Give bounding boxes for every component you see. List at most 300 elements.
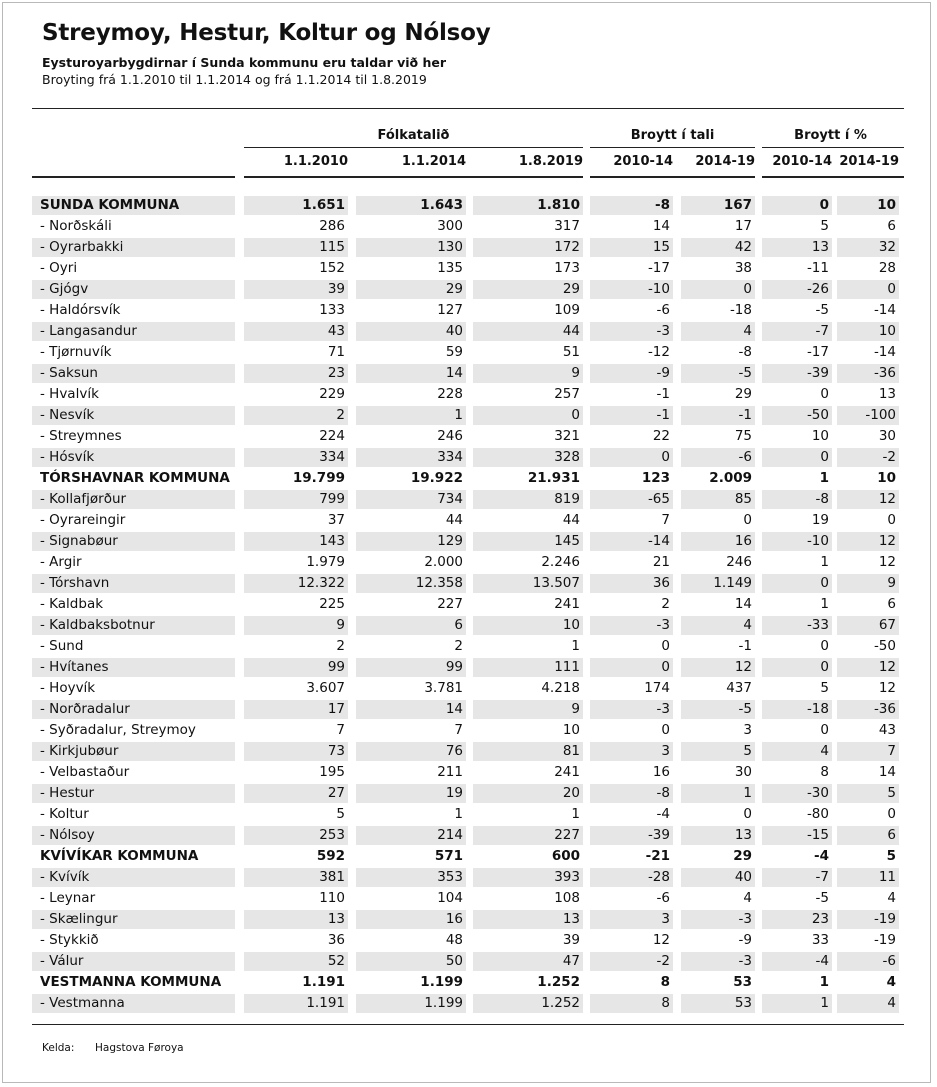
value-cell: 21 <box>652 554 670 570</box>
value-cell: -3 <box>590 322 673 341</box>
value-cell: 799 <box>244 490 348 509</box>
value-cell: -50 <box>873 638 896 654</box>
value-cell: 2 <box>244 406 348 425</box>
value-cell: 36 <box>327 932 345 948</box>
value-cell: 12.322 <box>244 574 348 593</box>
value-cell: 571 <box>434 848 463 864</box>
value-cell: 1.643 <box>356 196 466 215</box>
value-cell: 11 <box>837 868 899 887</box>
value-cell: -8 <box>590 784 673 803</box>
value-cell: 29 <box>473 280 583 299</box>
value-cell: 437 <box>726 680 752 696</box>
row-name-cell: - Nólsoy <box>32 826 235 845</box>
value-cell: -39 <box>762 364 832 383</box>
value-cell: 7 <box>661 512 670 528</box>
row-name-cell: SUNDA KOMMUNA <box>32 196 235 215</box>
value-cell: 0 <box>743 512 752 528</box>
value-cell: 321 <box>554 428 580 444</box>
value-cell: 152 <box>319 260 345 276</box>
table-row <box>0 720 937 741</box>
value-cell: -2 <box>837 448 899 467</box>
value-cell: 5 <box>336 806 345 822</box>
row-name-cell: - Norðradalur <box>32 700 235 719</box>
source-label: Kelda: <box>42 1042 75 1054</box>
value-cell: 8 <box>590 994 673 1013</box>
value-cell: -100 <box>837 406 899 425</box>
value-cell: 0 <box>762 196 832 215</box>
value-cell: 734 <box>356 490 466 509</box>
value-cell: 1.191 <box>302 974 345 990</box>
value-cell: 3.607 <box>306 680 345 696</box>
row-name-cell: KVÍVÍKAR KOMMUNA <box>40 848 199 864</box>
source-value: Hagstova Føroya <box>95 1042 184 1054</box>
value-cell: -8 <box>738 344 752 360</box>
value-cell: 53 <box>733 974 752 990</box>
value-cell: 1.252 <box>537 974 580 990</box>
value-cell: 19 <box>356 784 466 803</box>
value-cell: -3 <box>681 910 755 929</box>
row-name-cell: - Hoyvík <box>40 680 96 696</box>
value-cell: 4 <box>681 616 755 635</box>
value-cell: 48 <box>445 932 463 948</box>
value-cell: 1.149 <box>681 574 755 593</box>
row-name-cell: - Oyri <box>40 260 78 276</box>
value-cell: 5 <box>886 848 896 864</box>
table-row-municipality <box>0 468 937 489</box>
value-cell: -33 <box>762 616 832 635</box>
value-cell: -10 <box>590 280 673 299</box>
value-cell: -6 <box>681 448 755 467</box>
value-cell: 246 <box>437 428 463 444</box>
value-cell: 246 <box>726 554 752 570</box>
value-cell: 52 <box>244 952 348 971</box>
row-name-cell: - Válur <box>32 952 235 971</box>
value-cell: 47 <box>473 952 583 971</box>
row-name-cell: - Stykkið <box>40 932 99 948</box>
value-cell: -5 <box>681 364 755 383</box>
value-cell: -30 <box>762 784 832 803</box>
value-cell: 8 <box>660 974 670 990</box>
value-cell: -18 <box>729 302 752 318</box>
value-cell: -14 <box>873 302 896 318</box>
value-cell: -11 <box>806 260 829 276</box>
value-cell: 36 <box>590 574 673 593</box>
value-cell: 0 <box>762 448 832 467</box>
table-row <box>0 951 937 972</box>
table-row <box>0 867 937 888</box>
value-cell: -5 <box>815 302 829 318</box>
value-cell: 81 <box>473 742 583 761</box>
value-cell: -7 <box>762 322 832 341</box>
value-cell: 334 <box>356 448 466 467</box>
value-cell: 300 <box>437 218 463 234</box>
value-cell: 0 <box>762 658 832 677</box>
value-cell: 6 <box>837 826 899 845</box>
value-cell: 23 <box>244 364 348 383</box>
column-header-2014: 1.1.2014 <box>401 154 466 169</box>
column-header-change-2010-14: 2010-14 <box>613 154 673 169</box>
row-name-cell: - Sund <box>40 638 84 654</box>
value-cell: -26 <box>762 280 832 299</box>
value-cell: 13 <box>473 910 583 929</box>
value-cell: 4 <box>743 890 752 906</box>
value-cell: -5 <box>815 890 829 906</box>
value-cell: 167 <box>681 196 755 215</box>
value-cell: 4 <box>837 994 899 1013</box>
value-cell: 43 <box>878 722 896 738</box>
value-cell: -7 <box>762 868 832 887</box>
row-name-cell: - Streymnes <box>40 428 122 444</box>
value-cell: 1 <box>681 784 755 803</box>
value-cell: 2 <box>336 638 345 654</box>
value-cell: 12 <box>837 490 899 509</box>
value-cell: -5 <box>681 700 755 719</box>
value-cell: 195 <box>319 764 345 780</box>
value-cell: -36 <box>837 364 899 383</box>
value-cell: 115 <box>244 238 348 257</box>
value-cell: 19 <box>811 512 829 528</box>
value-cell: 38 <box>734 260 752 276</box>
value-cell: -14 <box>873 344 896 360</box>
row-name-cell: - Nesvík <box>32 406 235 425</box>
value-cell: 1.199 <box>420 974 463 990</box>
row-name-cell: - Signabøur <box>32 532 235 551</box>
value-cell: -4 <box>814 848 829 864</box>
table-row <box>0 825 937 846</box>
value-cell: 37 <box>327 512 345 528</box>
header-rule-broytt-pct <box>762 176 904 178</box>
value-cell: 6 <box>887 218 896 234</box>
value-cell: 2 <box>454 638 463 654</box>
value-cell: 135 <box>437 260 463 276</box>
value-cell: -14 <box>590 532 673 551</box>
value-cell: 6 <box>356 616 466 635</box>
row-name-cell: - Argir <box>40 554 82 570</box>
row-name-cell: - Saksun <box>32 364 235 383</box>
value-cell: 0 <box>473 406 583 425</box>
value-cell: 381 <box>244 868 348 887</box>
row-name-cell: - Velbastaður <box>40 764 130 780</box>
value-cell: 1.199 <box>356 994 466 1013</box>
value-cell: 129 <box>356 532 466 551</box>
value-cell: 225 <box>319 596 345 612</box>
table-row <box>0 552 937 573</box>
group-rule-broytt-pct <box>762 147 904 148</box>
value-cell: 228 <box>437 386 463 402</box>
header-rule-name <box>32 176 235 178</box>
row-name-cell: - Oyrarbakki <box>32 238 235 257</box>
row-name-cell: - Kirkjubøur <box>32 742 235 761</box>
value-cell: 1 <box>762 994 832 1013</box>
value-cell: -6 <box>656 302 670 318</box>
value-cell: 109 <box>554 302 580 318</box>
value-cell: 393 <box>473 868 583 887</box>
value-cell: 0 <box>590 448 673 467</box>
value-cell: 1.651 <box>244 196 348 215</box>
value-cell: 44 <box>562 512 580 528</box>
value-cell: -4 <box>762 952 832 971</box>
value-cell: -6 <box>837 952 899 971</box>
value-cell: 9 <box>837 574 899 593</box>
value-cell: 0 <box>820 638 829 654</box>
group-header-folkatal: Fólkatalið <box>377 128 450 143</box>
value-cell: -19 <box>873 932 896 948</box>
table-row <box>0 342 937 363</box>
value-cell: 317 <box>554 218 580 234</box>
value-cell: 0 <box>661 722 670 738</box>
value-cell: 14 <box>652 218 670 234</box>
value-cell: 50 <box>356 952 466 971</box>
column-header-pct-2010-14: 2010-14 <box>772 154 832 169</box>
value-cell: -12 <box>647 344 670 360</box>
value-cell: -1 <box>738 638 752 654</box>
value-cell: 22 <box>652 428 670 444</box>
value-cell: 9 <box>244 616 348 635</box>
value-cell: -1 <box>590 406 673 425</box>
value-cell: 5 <box>820 680 829 696</box>
row-name-cell: - Syðradalur, Streymoy <box>40 722 196 738</box>
value-cell: 1 <box>571 806 580 822</box>
value-cell: 145 <box>473 532 583 551</box>
value-cell: -10 <box>762 532 832 551</box>
row-name-cell: - Norðskáli <box>40 218 112 234</box>
value-cell: 0 <box>837 280 899 299</box>
row-name-cell: TÓRSHAVNAR KOMMUNA <box>40 470 230 486</box>
value-cell: 13 <box>878 386 896 402</box>
value-cell: 5 <box>681 742 755 761</box>
value-cell: 39 <box>562 932 580 948</box>
row-name-cell: - Oyrareingir <box>40 512 126 528</box>
value-cell: 73 <box>244 742 348 761</box>
row-name-cell: - Hestur <box>32 784 235 803</box>
table-row <box>0 363 937 384</box>
value-cell: -1 <box>681 406 755 425</box>
value-cell: 1.252 <box>473 994 583 1013</box>
value-cell: 1 <box>454 806 463 822</box>
value-cell: 130 <box>356 238 466 257</box>
value-cell: 174 <box>644 680 670 696</box>
value-cell: 51 <box>562 344 580 360</box>
row-name-cell: VESTMANNA KOMMUNA <box>40 974 222 990</box>
value-cell: 12 <box>837 532 899 551</box>
value-cell: 2.000 <box>424 554 463 570</box>
value-cell: 29 <box>734 386 752 402</box>
value-cell: -36 <box>837 700 899 719</box>
row-name-cell: - Gjógv <box>32 280 235 299</box>
table-row <box>0 300 937 321</box>
table-row <box>0 615 937 636</box>
table-row <box>0 930 937 951</box>
value-cell: 21.931 <box>527 470 580 486</box>
value-cell: 15 <box>590 238 673 257</box>
row-name-cell: - Kollafjørður <box>32 490 235 509</box>
value-cell: 1.979 <box>306 554 345 570</box>
value-cell: 44 <box>473 322 583 341</box>
value-cell: 9 <box>473 700 583 719</box>
table-row <box>0 405 937 426</box>
value-cell: 99 <box>244 658 348 677</box>
value-cell: 5 <box>837 784 899 803</box>
value-cell: 13 <box>681 826 755 845</box>
value-cell: 28 <box>878 260 896 276</box>
value-cell: 12 <box>681 658 755 677</box>
value-cell: 19.799 <box>292 470 345 486</box>
value-cell: 76 <box>356 742 466 761</box>
value-cell: 14 <box>734 596 752 612</box>
value-cell: 3 <box>590 910 673 929</box>
value-cell: -17 <box>806 344 829 360</box>
page-subtitle-period: Broyting frá 1.1.2010 til 1.1.2014 og frá 1.1.2014 til 1.8.2019 <box>42 72 427 87</box>
row-name-cell: - Tórshavn <box>32 574 235 593</box>
table-row <box>0 237 937 258</box>
value-cell: 67 <box>837 616 899 635</box>
value-cell: 27 <box>244 784 348 803</box>
value-cell: 8 <box>820 764 829 780</box>
value-cell: 0 <box>681 280 755 299</box>
table-row <box>0 804 937 825</box>
value-cell: 12 <box>837 658 899 677</box>
value-cell: 110 <box>319 890 345 906</box>
value-cell: 12.358 <box>356 574 466 593</box>
value-cell: 33 <box>811 932 829 948</box>
value-cell: 0 <box>762 574 832 593</box>
value-cell: 1 <box>819 974 829 990</box>
value-cell: -8 <box>590 196 673 215</box>
table-row <box>0 762 937 783</box>
value-cell: -15 <box>762 826 832 845</box>
column-header-2010: 1.1.2010 <box>283 154 348 169</box>
table-row <box>0 888 937 909</box>
table-row <box>0 657 937 678</box>
value-cell: -18 <box>762 700 832 719</box>
value-cell: 12 <box>652 932 670 948</box>
value-cell: 10 <box>562 722 580 738</box>
value-cell: 29 <box>356 280 466 299</box>
value-cell: 1 <box>819 470 829 486</box>
value-cell: 0 <box>661 638 670 654</box>
value-cell: 12 <box>878 554 896 570</box>
table-row <box>0 699 937 720</box>
value-cell: 1.191 <box>244 994 348 1013</box>
value-cell: 211 <box>437 764 463 780</box>
value-cell: 3 <box>590 742 673 761</box>
table-row-municipality <box>0 195 937 216</box>
value-cell: -80 <box>806 806 829 822</box>
table-row <box>0 426 937 447</box>
row-name-cell: - Skælingur <box>32 910 235 929</box>
table-row <box>0 909 937 930</box>
row-name-cell: - Hósvík <box>32 448 235 467</box>
table-row <box>0 783 937 804</box>
value-cell: -9 <box>738 932 752 948</box>
value-cell: 1 <box>820 554 829 570</box>
value-cell: 224 <box>319 428 345 444</box>
value-cell: 23 <box>762 910 832 929</box>
value-cell: -50 <box>762 406 832 425</box>
value-cell: 4 <box>681 322 755 341</box>
column-header-pct-2014-19: 2014-19 <box>839 154 899 169</box>
value-cell: 3 <box>743 722 752 738</box>
group-header-broytt-tali: Broytt í tali <box>630 128 715 143</box>
table-row <box>0 447 937 468</box>
value-cell: 99 <box>356 658 466 677</box>
value-cell: 4.218 <box>541 680 580 696</box>
value-cell: 104 <box>437 890 463 906</box>
value-cell: 0 <box>743 806 752 822</box>
group-rule-folkatal <box>244 147 583 148</box>
table-row <box>0 489 937 510</box>
value-cell: 111 <box>473 658 583 677</box>
value-cell: -28 <box>590 868 673 887</box>
table-row <box>0 384 937 405</box>
value-cell: 2 <box>661 596 670 612</box>
value-cell: 1 <box>820 596 829 612</box>
group-header-broytt-pct: Broytt í % <box>794 128 867 143</box>
row-name-cell: - Kvívík <box>32 868 235 887</box>
value-cell: 42 <box>681 238 755 257</box>
value-cell: 14 <box>356 364 466 383</box>
value-cell: 10 <box>473 616 583 635</box>
value-cell: -9 <box>590 364 673 383</box>
value-cell: 19.922 <box>410 470 463 486</box>
value-cell: 29 <box>733 848 752 864</box>
table-row <box>0 594 937 615</box>
row-name-cell: - Leynar <box>40 890 96 906</box>
value-cell: -39 <box>590 826 673 845</box>
value-cell: 16 <box>652 764 670 780</box>
value-cell: 108 <box>554 890 580 906</box>
table-row <box>0 636 937 657</box>
value-cell: -2 <box>590 952 673 971</box>
value-cell: -6 <box>656 890 670 906</box>
value-cell: 4 <box>887 890 896 906</box>
value-cell: 17 <box>734 218 752 234</box>
table-row-municipality <box>0 846 937 867</box>
value-cell: 0 <box>887 806 896 822</box>
value-cell: -65 <box>590 490 673 509</box>
value-cell: 20 <box>473 784 583 803</box>
value-cell: -8 <box>762 490 832 509</box>
value-cell: 10 <box>877 470 896 486</box>
value-cell: -21 <box>645 848 670 864</box>
row-name-cell: - Kaldbaksbotnur <box>32 616 235 635</box>
value-cell: 3.781 <box>424 680 463 696</box>
value-cell: 40 <box>356 322 466 341</box>
table-row <box>0 741 937 762</box>
value-cell: 10 <box>811 428 829 444</box>
column-header-2019: 1.8.2019 <box>518 154 583 169</box>
table-row <box>0 993 937 1014</box>
value-cell: 241 <box>554 764 580 780</box>
value-cell: 16 <box>681 532 755 551</box>
value-cell: 592 <box>316 848 345 864</box>
table-row <box>0 279 937 300</box>
row-name-cell: - Vestmanna <box>32 994 235 1013</box>
value-cell: -4 <box>656 806 670 822</box>
value-cell: 133 <box>319 302 345 318</box>
value-cell: 4 <box>762 742 832 761</box>
value-cell: 40 <box>681 868 755 887</box>
value-cell: 227 <box>437 596 463 612</box>
value-cell: 71 <box>327 344 345 360</box>
value-cell: -1 <box>656 386 670 402</box>
value-cell: 2.009 <box>709 470 752 486</box>
value-cell: 123 <box>641 470 670 486</box>
value-cell: 7 <box>336 722 345 738</box>
row-name-cell: - Haldórsvík <box>40 302 121 318</box>
bottom-rule <box>32 1024 904 1025</box>
value-cell: 0 <box>590 658 673 677</box>
